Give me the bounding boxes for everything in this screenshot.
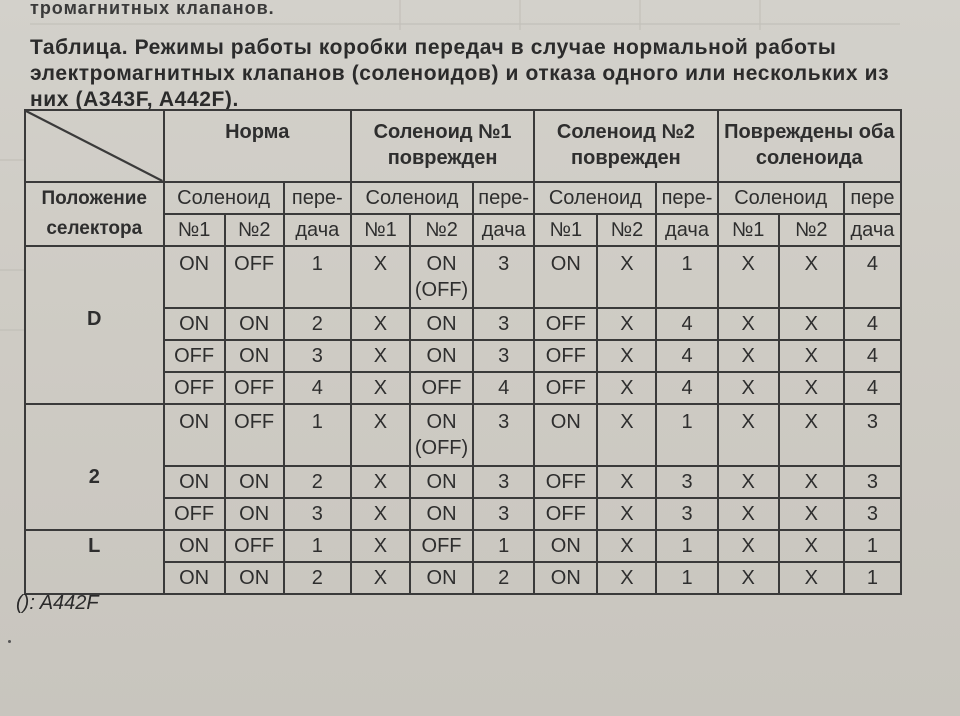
table-cell: ON xyxy=(225,340,284,372)
table-cell: 3 xyxy=(656,498,717,530)
selector-label-line-1: Положение xyxy=(41,188,147,209)
table-cell: ON (OFF) xyxy=(410,404,473,466)
solenoid-2-header: №2 xyxy=(410,214,473,246)
table-cell: 4 xyxy=(656,308,717,340)
solenoid-1-header: №1 xyxy=(164,214,225,246)
table-caption: Таблица. Режимы работы коробки передач в случае нормальной работы электромагнитных клапанов (соленоидов) и отказа одного или нескольких из них (A343F, A442F). xyxy=(30,36,890,111)
table-row xyxy=(25,404,901,466)
gearbox-modes-table xyxy=(24,109,902,595)
table-cell: 4 xyxy=(844,308,901,340)
table-cell: X xyxy=(597,372,656,404)
table-cell: X xyxy=(351,498,410,530)
table-cell: 3 xyxy=(473,308,534,340)
table-row xyxy=(25,372,901,404)
table-cell: 3 xyxy=(284,498,351,530)
table-cell: ON xyxy=(164,404,225,466)
table-cell: 1 xyxy=(284,530,351,562)
solenoid-2-header: №2 xyxy=(597,214,656,246)
table-cell: 3 xyxy=(473,246,534,308)
table-cell: ON xyxy=(225,308,284,340)
gear-subheader-top: пере- xyxy=(656,182,717,214)
table-cell: 4 xyxy=(844,246,901,308)
solenoid-1-header: №1 xyxy=(534,214,597,246)
table-cell: 2 xyxy=(284,308,351,340)
selector-position-cell: 2 xyxy=(25,466,164,498)
table-cell: ON xyxy=(225,498,284,530)
table-cell: ON xyxy=(164,308,225,340)
table-cell: 4 xyxy=(656,340,717,372)
table-row xyxy=(25,562,901,594)
table-cell: X xyxy=(718,498,779,530)
table-cell: 3 xyxy=(473,498,534,530)
table-cell: 1 xyxy=(656,530,717,562)
table-cell: ON (OFF) xyxy=(410,246,473,308)
table-cell: X xyxy=(597,308,656,340)
table-cell: X xyxy=(779,246,844,308)
table-cell: X xyxy=(351,562,410,594)
group-solenoid-1-failed: Соленоид №1 поврежден xyxy=(351,110,534,182)
table-cell: 3 xyxy=(284,340,351,372)
table-cell: 3 xyxy=(656,466,717,498)
table-cell: OFF xyxy=(410,530,473,562)
table-cell: X xyxy=(718,340,779,372)
gear-subheader-top: пере- xyxy=(473,182,534,214)
selector-position-cell: D xyxy=(25,308,164,340)
table-cell: X xyxy=(351,466,410,498)
solenoid-subheader: Соленоид xyxy=(351,182,473,214)
table-cell: 4 xyxy=(844,340,901,372)
table-cell: ON xyxy=(410,308,473,340)
table-row xyxy=(25,340,901,372)
table-cell: X xyxy=(597,466,656,498)
table-cell: 3 xyxy=(473,404,534,466)
solenoid-1-header: №1 xyxy=(351,214,410,246)
table-cell: OFF xyxy=(225,530,284,562)
table-cell: 1 xyxy=(284,404,351,466)
solenoid-2-header: №2 xyxy=(779,214,844,246)
gear-subheader-bottom: дача xyxy=(656,214,717,246)
table-cell: OFF xyxy=(410,372,473,404)
table-row xyxy=(25,246,901,308)
footnote: (): A442F xyxy=(16,592,99,614)
solenoid-subheader: Соленоид xyxy=(534,182,656,214)
selector-position-cell xyxy=(25,246,164,308)
table-cell: 2 xyxy=(284,562,351,594)
group-solenoid-2-failed: Соленоид №2 поврежден xyxy=(534,110,717,182)
selector-position-cell xyxy=(25,562,164,594)
table-cell: X xyxy=(718,372,779,404)
table-cell: OFF xyxy=(225,246,284,308)
table-cell: ON xyxy=(410,466,473,498)
table-cell: ON xyxy=(225,466,284,498)
table-cell: X xyxy=(351,340,410,372)
solenoid-subheader: Соленоид xyxy=(718,182,844,214)
group-normal: Норма xyxy=(164,110,351,182)
table-cell: OFF xyxy=(164,372,225,404)
table-body xyxy=(25,246,901,594)
table-cell: 3 xyxy=(844,498,901,530)
table-cell: 1 xyxy=(656,246,717,308)
table-cell: ON xyxy=(164,246,225,308)
table-cell: OFF xyxy=(225,372,284,404)
selector-header xyxy=(25,182,164,246)
table-cell: ON xyxy=(164,562,225,594)
table-cell: ON xyxy=(164,466,225,498)
gear-subheader-bottom: дача xyxy=(284,214,351,246)
table-cell: ON xyxy=(534,246,597,308)
solenoid-subheader: Соленоид xyxy=(164,182,284,214)
selector-position-cell xyxy=(25,372,164,404)
table-cell: X xyxy=(718,246,779,308)
table-cell: X xyxy=(597,404,656,466)
group-both-failed: Повреждены оба соленоида xyxy=(718,110,901,182)
table-cell: X xyxy=(597,498,656,530)
table-cell: 3 xyxy=(473,466,534,498)
table-cell: X xyxy=(597,246,656,308)
table-cell: 2 xyxy=(284,466,351,498)
table-cell: OFF xyxy=(534,498,597,530)
selector-position-cell xyxy=(25,498,164,530)
table-cell: X xyxy=(779,372,844,404)
table-cell: 4 xyxy=(844,372,901,404)
table-cell: 1 xyxy=(473,530,534,562)
table-cell: X xyxy=(718,530,779,562)
table-cell: X xyxy=(597,530,656,562)
table-cell: 1 xyxy=(656,404,717,466)
table-cell: X xyxy=(351,530,410,562)
table-cell: 3 xyxy=(844,404,901,466)
selector-position-cell xyxy=(25,340,164,372)
table-row xyxy=(25,498,901,530)
page-speck xyxy=(8,640,11,643)
selector-label-line-2: селектора xyxy=(46,218,143,239)
table-cell: 3 xyxy=(473,340,534,372)
table-cell: X xyxy=(718,404,779,466)
table-cell: ON xyxy=(410,340,473,372)
table-cell: X xyxy=(718,308,779,340)
table-cell: ON xyxy=(410,562,473,594)
table-cell: 1 xyxy=(844,562,901,594)
table-row xyxy=(25,466,901,498)
table-cell: 4 xyxy=(284,372,351,404)
table-cell: OFF xyxy=(534,340,597,372)
table-cell: 2 xyxy=(473,562,534,594)
solenoid-1-header: №1 xyxy=(718,214,779,246)
table-cell: 4 xyxy=(473,372,534,404)
previous-page-text: тромагнитных клапанов. xyxy=(30,0,275,18)
table-cell: X xyxy=(597,562,656,594)
header-diagonal-cell xyxy=(25,110,164,182)
table-cell: 1 xyxy=(844,530,901,562)
table-cell: OFF xyxy=(225,404,284,466)
solenoid-2-header: №2 xyxy=(225,214,284,246)
table-cell: ON xyxy=(410,498,473,530)
table-cell: ON xyxy=(534,562,597,594)
gear-subheader-bottom: дача xyxy=(844,214,901,246)
table-cell: OFF xyxy=(534,308,597,340)
table-cell: OFF xyxy=(164,340,225,372)
table-cell: OFF xyxy=(534,466,597,498)
table-cell: X xyxy=(351,404,410,466)
table-cell: X xyxy=(779,340,844,372)
gear-subheader-bottom: дача xyxy=(473,214,534,246)
table-cell: ON xyxy=(534,404,597,466)
table-cell: ON xyxy=(164,530,225,562)
table-cell: X xyxy=(779,530,844,562)
table-cell: 4 xyxy=(656,372,717,404)
table-cell: ON xyxy=(225,562,284,594)
selector-position-cell: L xyxy=(25,530,164,562)
table-cell: X xyxy=(351,372,410,404)
table-cell: X xyxy=(718,562,779,594)
selector-position-cell xyxy=(25,404,164,466)
table-cell: 1 xyxy=(656,562,717,594)
gear-subheader-top: пере- xyxy=(284,182,351,214)
table-row xyxy=(25,530,901,562)
table-row xyxy=(25,308,901,340)
table-cell: X xyxy=(597,340,656,372)
table-cell: X xyxy=(779,498,844,530)
table-cell: X xyxy=(718,466,779,498)
table-cell: X xyxy=(351,308,410,340)
table-cell: OFF xyxy=(534,372,597,404)
table-cell: ON xyxy=(534,530,597,562)
table-cell: X xyxy=(779,562,844,594)
table-cell: 1 xyxy=(284,246,351,308)
table-cell: X xyxy=(351,246,410,308)
table-cell: X xyxy=(779,466,844,498)
table-cell: 3 xyxy=(844,466,901,498)
table-cell: OFF xyxy=(164,498,225,530)
table-cell: X xyxy=(779,308,844,340)
table-cell: X xyxy=(779,404,844,466)
gear-subheader-top: пере xyxy=(844,182,901,214)
